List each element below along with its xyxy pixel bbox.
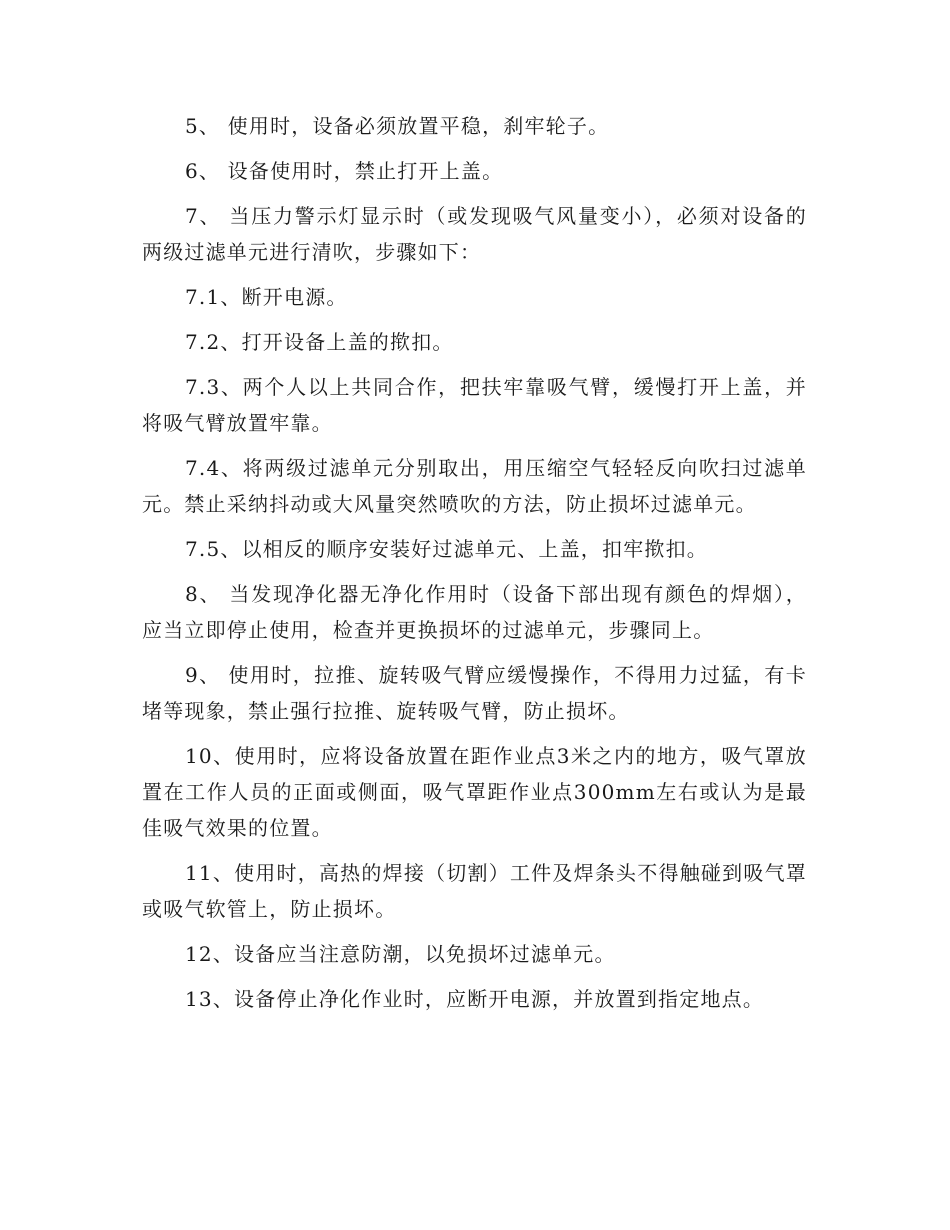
paragraph-item-7-1: 7.1、断开电源。	[185, 285, 348, 309]
paragraph-item-7-4: 7.4、将两级过滤单元分别取出，用压缩空气轻轻反向吹扫过滤单元。禁止采纳抖动或大风量突然喷吹的方法，防止损坏过滤单元。	[142, 456, 807, 516]
document-body	[142, 108, 807, 1026]
paragraph-item-5: 5、 使用时，设备必须放置平稳，刹牢轮子。	[185, 114, 610, 138]
paragraph-item-6: 6、 设备使用时，禁止打开上盖。	[185, 159, 504, 183]
paragraph-item-7: 7、 当压力警示灯显示时（或发现吸气风量变小），必须对设备的两级过滤单元进行清吹，步骤如下：	[142, 204, 807, 264]
paragraph-item-13: 13、设备停止净化作业时，应断开电源，并放置到指定地点。	[185, 987, 765, 1011]
paragraph-item-9: 9、 使用时，拉推、旋转吸气臂应缓慢操作，不得用力过猛，有卡堵等现象，禁止强行拉推、旋转吸气臂，防止损坏。	[142, 663, 807, 723]
paragraph-item-11: 11、使用时，高热的焊接（切割）工件及焊条头不得触碰到吸气罩或吸气软管上，防止损坏。	[142, 861, 807, 921]
paragraph-item-7-5: 7.5、以相反的顺序安装好过滤单元、上盖，扣牢揿扣。	[185, 537, 709, 561]
paragraph-item-10: 10、使用时，应将设备放置在距作业点3米之内的地方，吸气罩放置在工作人员的正面或侧面，吸气罩距作业点300mm左右或认为是最佳吸气效果的位置。	[142, 744, 807, 840]
paragraph-item-7-3: 7.3、两个人以上共同合作，把扶牢靠吸气臂，缓慢打开上盖，并将吸气臂放置牢靠。	[142, 375, 807, 435]
paragraph-item-8: 8、 当发现净化器无净化作用时（设备下部出现有颜色的焊烟），应当立即停止使用，检查并更换损坏的过滤单元，步骤同上。	[142, 582, 807, 642]
paragraph-item-7-2: 7.2、打开设备上盖的揿扣。	[185, 330, 454, 354]
paragraph-item-12: 12、设备应当注意防潮，以免损坏过滤单元。	[185, 942, 616, 966]
